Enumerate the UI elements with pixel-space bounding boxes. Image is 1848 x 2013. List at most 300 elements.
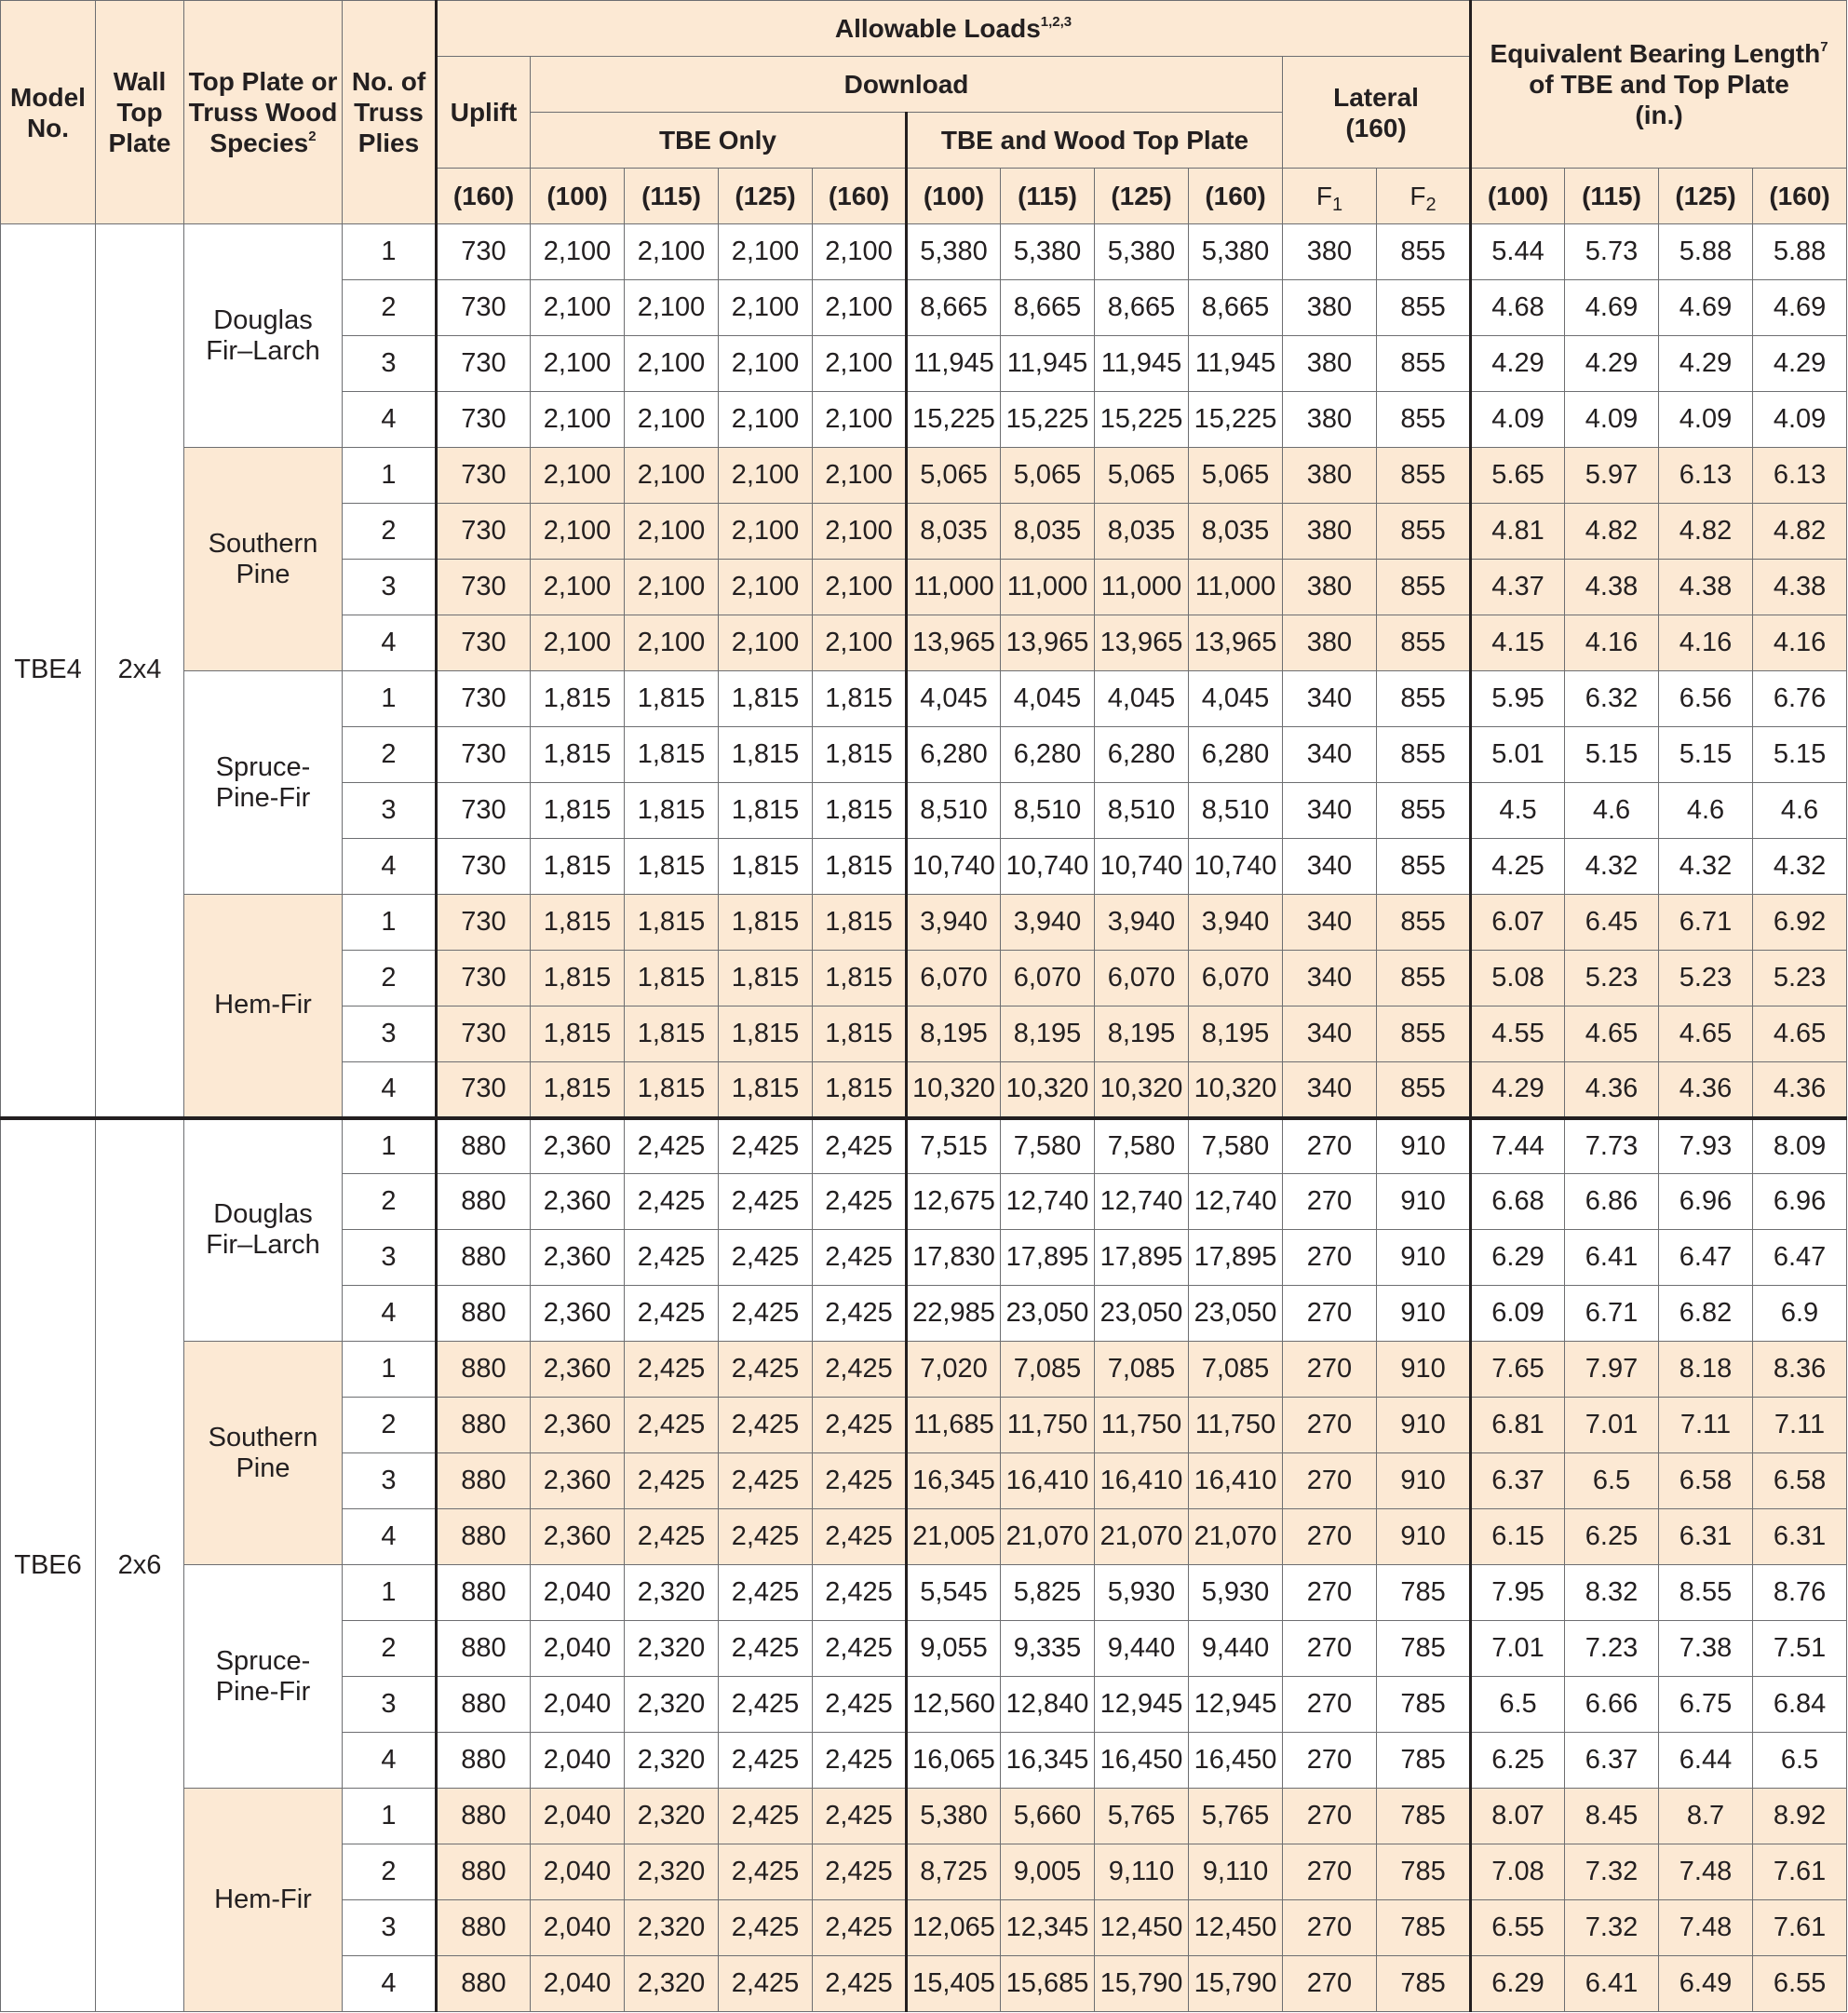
- uplift-cell: 880: [437, 1565, 531, 1621]
- bearing-160-cell: 6.92: [1753, 895, 1847, 951]
- bearing-125-cell: 6.96: [1659, 1174, 1753, 1230]
- tbe-only-115-cell: 2,425: [625, 1398, 719, 1453]
- bearing-100-cell: 7.65: [1471, 1342, 1565, 1398]
- bearing-100-cell: 6.37: [1471, 1453, 1565, 1509]
- lateral-f1-cell: 380: [1283, 392, 1377, 448]
- bearing-160-cell: 5.88: [1753, 224, 1847, 280]
- bearing-115-cell: 7.32: [1565, 1900, 1659, 1956]
- lateral-f1-cell: 340: [1283, 1006, 1377, 1062]
- header-tbe-wood-top-plate: [907, 113, 1283, 169]
- tbe-wood-125-cell: 7,580: [1095, 1118, 1189, 1174]
- lateral-f1-cell: 270: [1283, 1342, 1377, 1398]
- tbe-only-160-cell: 2,425: [813, 1733, 907, 1789]
- tbe-only-100-cell: 2,100: [531, 224, 625, 280]
- tbe-wood-115-cell: 17,895: [1001, 1230, 1095, 1286]
- f2-subscript: 2: [1425, 195, 1437, 215]
- uplift-cell: 880: [437, 1453, 531, 1509]
- tbe-only-160-cell: 2,100: [813, 448, 907, 504]
- tbe-wood-115-cell: 10,320: [1001, 1062, 1095, 1118]
- lateral-f1-cell: 270: [1283, 1789, 1377, 1844]
- plies-cell: 4: [343, 392, 437, 448]
- duration-label: (160): [828, 182, 890, 210]
- tbe-only-160-cell: 1,815: [813, 727, 907, 783]
- tbe-only-160-cell: 2,425: [813, 1621, 907, 1677]
- tbe-wood-160-cell: 15,225: [1189, 392, 1283, 448]
- lateral-f1-cell: 340: [1283, 671, 1377, 727]
- bearing-115-cell: 8.32: [1565, 1565, 1659, 1621]
- tbe-only-160-cell: 1,815: [813, 895, 907, 951]
- plies-cell: 2: [343, 1621, 437, 1677]
- table-body: [1, 224, 1847, 2012]
- lateral-f1-cell: 380: [1283, 448, 1377, 504]
- tbe-only-100-cell: 2,360: [531, 1509, 625, 1565]
- tbe-wood-125-cell: 11,945: [1095, 336, 1189, 392]
- bearing-100-cell: 5.95: [1471, 671, 1565, 727]
- bearing-115-cell: 7.32: [1565, 1844, 1659, 1900]
- tbe-only-160-cell: 2,425: [813, 1789, 907, 1844]
- bearing-115-cell: 7.01: [1565, 1398, 1659, 1453]
- tbe-only-115-cell: 2,100: [625, 448, 719, 504]
- tbe-wood-125-cell: 12,945: [1095, 1677, 1189, 1733]
- table-row: [1, 671, 1847, 727]
- tbe-wood-115-cell: 15,225: [1001, 392, 1095, 448]
- header-uplift-label: Uplift: [450, 98, 518, 127]
- uplift-cell: 730: [437, 1062, 531, 1118]
- tbe-only-125-cell: 2,100: [719, 448, 813, 504]
- tbe-only-115-cell: 1,815: [625, 671, 719, 727]
- bearing-125-cell: 4.29: [1659, 336, 1753, 392]
- tbe-wood-115-cell: 9,335: [1001, 1621, 1095, 1677]
- bearing-125-cell: 5.15: [1659, 727, 1753, 783]
- footnote-ref: 2: [308, 128, 317, 144]
- plies-cell: 1: [343, 448, 437, 504]
- tbe-wood-100-cell: 16,065: [907, 1733, 1001, 1789]
- tbe-wood-125-cell: 7,085: [1095, 1342, 1189, 1398]
- plies-cell: 1: [343, 224, 437, 280]
- bearing-125-cell: 6.13: [1659, 448, 1753, 504]
- header-lateral: [1283, 57, 1471, 169]
- tbe-wood-115-cell: 7,085: [1001, 1342, 1095, 1398]
- tbe-only-125-cell: 2,100: [719, 224, 813, 280]
- tbe-wood-115-cell: 6,070: [1001, 951, 1095, 1006]
- plies-cell: 1: [343, 895, 437, 951]
- tbe-only-100-cell: 2,360: [531, 1174, 625, 1230]
- header-lateral-duration: (160): [1345, 113, 1407, 142]
- duration-label: (160): [452, 182, 515, 210]
- tbe-wood-115-cell: 5,660: [1001, 1789, 1095, 1844]
- bearing-115-cell: 4.82: [1565, 504, 1659, 560]
- species-cell: [184, 895, 343, 1118]
- bearing-100-cell: 4.55: [1471, 1006, 1565, 1062]
- tbe-wood-125-cell: 9,440: [1095, 1621, 1189, 1677]
- uplift-cell: 880: [437, 1118, 531, 1174]
- species-name-line: Spruce-: [215, 751, 311, 782]
- table-row: [1, 1789, 1847, 1844]
- bearing-160-cell: 6.13: [1753, 448, 1847, 504]
- tbe-wood-125-cell: 6,070: [1095, 951, 1189, 1006]
- uplift-cell: 730: [437, 1006, 531, 1062]
- tbe-only-115-cell: 1,815: [625, 1062, 719, 1118]
- bearing-115-cell: 6.71: [1565, 1286, 1659, 1342]
- plies-cell: 2: [343, 504, 437, 560]
- tbe-only-160-cell: 2,100: [813, 224, 907, 280]
- tbe-wood-160-cell: 5,380: [1189, 224, 1283, 280]
- bearing-115-cell: 7.73: [1565, 1118, 1659, 1174]
- duration-label: (100): [1487, 182, 1549, 210]
- bearing-100-cell: 6.29: [1471, 1956, 1565, 2012]
- species-name-line: Douglas: [213, 304, 313, 335]
- tbe-only-125-cell: 1,815: [719, 839, 813, 895]
- bearing-100-cell: 6.25: [1471, 1733, 1565, 1789]
- bearing-160-cell: 4.65: [1753, 1006, 1847, 1062]
- header-model-label: Model No.: [10, 82, 86, 142]
- bearing-125-cell: 7.38: [1659, 1621, 1753, 1677]
- bearing-125-cell: 4.69: [1659, 280, 1753, 336]
- tbe-wood-125-cell: 11,750: [1095, 1398, 1189, 1453]
- tbe-only-160-cell: 2,100: [813, 280, 907, 336]
- uplift-cell: 730: [437, 392, 531, 448]
- species-name-line: Southern: [208, 1422, 318, 1452]
- bearing-100-cell: 7.44: [1471, 1118, 1565, 1174]
- tbe-only-100-cell: 1,815: [531, 839, 625, 895]
- uplift-cell: 880: [437, 1677, 531, 1733]
- tbe-only-115-cell: 2,320: [625, 1900, 719, 1956]
- tbe-only-160-cell: 1,815: [813, 783, 907, 839]
- tbe-wood-160-cell: 8,195: [1189, 1006, 1283, 1062]
- tbe-only-125-cell: 2,425: [719, 1174, 813, 1230]
- duration-label: (160): [1205, 182, 1266, 210]
- bearing-115-cell: 4.32: [1565, 839, 1659, 895]
- tbe-wood-115-cell: 6,280: [1001, 727, 1095, 783]
- lateral-f1-cell: 340: [1283, 727, 1377, 783]
- species-cell: [184, 224, 343, 448]
- bearing-160-cell: 5.23: [1753, 951, 1847, 1006]
- tbe-wood-100-cell: 8,665: [907, 280, 1001, 336]
- header-uplift: [437, 57, 531, 169]
- tbe-wood-125-cell: 5,065: [1095, 448, 1189, 504]
- bearing-160-cell: 4.36: [1753, 1062, 1847, 1118]
- uplift-cell: 880: [437, 1230, 531, 1286]
- bearing-160-cell: 6.55: [1753, 1956, 1847, 2012]
- tbe-only-125-cell: 1,815: [719, 671, 813, 727]
- lateral-f2-cell: 910: [1377, 1118, 1471, 1174]
- tbe-only-100-cell: 2,040: [531, 1621, 625, 1677]
- lateral-f1-cell: 270: [1283, 1677, 1377, 1733]
- tbe-only-115-cell: 2,100: [625, 560, 719, 615]
- tbe-only-125-cell: 2,425: [719, 1900, 813, 1956]
- tbe-wood-125-cell: 5,765: [1095, 1789, 1189, 1844]
- tbe-wood-115-cell: 15,685: [1001, 1956, 1095, 2012]
- lateral-f2-cell: 855: [1377, 1006, 1471, 1062]
- lateral-f1-cell: 270: [1283, 1230, 1377, 1286]
- tbe-only-125-cell: 2,425: [719, 1509, 813, 1565]
- bearing-125-cell: 5.23: [1659, 951, 1753, 1006]
- tbe-only-125-cell: 2,100: [719, 280, 813, 336]
- tbe-wood-100-cell: 13,965: [907, 615, 1001, 671]
- tbe-only-160-cell: 2,425: [813, 1565, 907, 1621]
- bearing-125-cell: 7.48: [1659, 1900, 1753, 1956]
- tbe-only-125-cell: 1,815: [719, 951, 813, 1006]
- tbe-only-115-cell: 2,100: [625, 615, 719, 671]
- header-tbe-only-160: [813, 169, 907, 224]
- header-bearing-125: [1659, 169, 1753, 224]
- uplift-cell: 880: [437, 1342, 531, 1398]
- plies-cell: 3: [343, 1453, 437, 1509]
- bearing-160-cell: 4.09: [1753, 392, 1847, 448]
- lateral-f2-cell: 785: [1377, 1621, 1471, 1677]
- plies-cell: 1: [343, 1789, 437, 1844]
- uplift-cell: 730: [437, 839, 531, 895]
- bearing-160-cell: 7.11: [1753, 1398, 1847, 1453]
- tbe-wood-125-cell: 11,000: [1095, 560, 1189, 615]
- tbe-wood-100-cell: 10,320: [907, 1062, 1001, 1118]
- bearing-160-cell: 7.51: [1753, 1621, 1847, 1677]
- species-name-line: Pine: [236, 1452, 290, 1483]
- bearing-100-cell: 6.09: [1471, 1286, 1565, 1342]
- tbe-wood-100-cell: 12,675: [907, 1174, 1001, 1230]
- tbe-only-125-cell: 1,815: [719, 727, 813, 783]
- tbe-only-160-cell: 1,815: [813, 1062, 907, 1118]
- plies-cell: 3: [343, 1900, 437, 1956]
- tbe-only-100-cell: 2,040: [531, 1789, 625, 1844]
- bearing-160-cell: 4.69: [1753, 280, 1847, 336]
- table-row: [1, 224, 1847, 280]
- lateral-f2-cell: 855: [1377, 280, 1471, 336]
- model-no-cell: TBE4: [1, 224, 96, 1118]
- tbe-wood-100-cell: 11,685: [907, 1398, 1001, 1453]
- bearing-100-cell: 5.65: [1471, 448, 1565, 504]
- header-bearing-label: Equivalent Bearing Length: [1490, 39, 1821, 68]
- tbe-only-115-cell: 1,815: [625, 783, 719, 839]
- tbe-wood-100-cell: 8,510: [907, 783, 1001, 839]
- tbe-wood-115-cell: 4,045: [1001, 671, 1095, 727]
- bearing-125-cell: 6.31: [1659, 1509, 1753, 1565]
- tbe-wood-125-cell: 13,965: [1095, 615, 1189, 671]
- footnote-ref: 7: [1820, 39, 1828, 55]
- tbe-wood-115-cell: 10,740: [1001, 839, 1095, 895]
- lateral-f2-cell: 855: [1377, 951, 1471, 1006]
- tbe-only-125-cell: 1,815: [719, 783, 813, 839]
- tbe-wood-115-cell: 5,065: [1001, 448, 1095, 504]
- plies-cell: 1: [343, 1565, 437, 1621]
- tbe-only-160-cell: 2,425: [813, 1956, 907, 2012]
- tbe-only-125-cell: 2,100: [719, 392, 813, 448]
- bearing-100-cell: 8.07: [1471, 1789, 1565, 1844]
- tbe-wood-100-cell: 11,000: [907, 560, 1001, 615]
- uplift-cell: 730: [437, 336, 531, 392]
- uplift-cell: 730: [437, 504, 531, 560]
- lateral-f2-cell: 855: [1377, 839, 1471, 895]
- header-species-label: Top Plate or Truss Wood Species: [188, 67, 338, 157]
- bearing-160-cell: 8.92: [1753, 1789, 1847, 1844]
- bearing-160-cell: 4.32: [1753, 839, 1847, 895]
- tbe-wood-100-cell: 3,940: [907, 895, 1001, 951]
- table-row: [1, 448, 1847, 504]
- bearing-100-cell: 4.25: [1471, 839, 1565, 895]
- bearing-160-cell: 6.58: [1753, 1453, 1847, 1509]
- tbe-only-125-cell: 2,425: [719, 1677, 813, 1733]
- uplift-cell: 880: [437, 1844, 531, 1900]
- tbe-wood-100-cell: 11,945: [907, 336, 1001, 392]
- tbe-wood-100-cell: 4,045: [907, 671, 1001, 727]
- bearing-160-cell: 6.96: [1753, 1174, 1847, 1230]
- tbe-only-115-cell: 1,815: [625, 951, 719, 1006]
- bearing-160-cell: 6.47: [1753, 1230, 1847, 1286]
- tbe-wood-115-cell: 12,740: [1001, 1174, 1095, 1230]
- tbe-only-115-cell: 2,320: [625, 1956, 719, 2012]
- tbe-wood-160-cell: 17,895: [1189, 1230, 1283, 1286]
- tbe-only-115-cell: 1,815: [625, 839, 719, 895]
- plies-cell: 2: [343, 1174, 437, 1230]
- tbe-wood-160-cell: 10,740: [1189, 839, 1283, 895]
- lateral-f1-cell: 270: [1283, 1398, 1377, 1453]
- tbe-wood-160-cell: 16,410: [1189, 1453, 1283, 1509]
- bearing-115-cell: 6.37: [1565, 1733, 1659, 1789]
- tbe-wood-160-cell: 11,945: [1189, 336, 1283, 392]
- lateral-f1-cell: 380: [1283, 504, 1377, 560]
- tbe-wood-125-cell: 8,665: [1095, 280, 1189, 336]
- plies-cell: 1: [343, 1118, 437, 1174]
- bearing-160-cell: 8.09: [1753, 1118, 1847, 1174]
- tbe-only-125-cell: 2,425: [719, 1621, 813, 1677]
- bearing-160-cell: 4.82: [1753, 504, 1847, 560]
- bearing-115-cell: 6.41: [1565, 1956, 1659, 2012]
- tbe-wood-160-cell: 3,940: [1189, 895, 1283, 951]
- lateral-f2-cell: 785: [1377, 1900, 1471, 1956]
- tbe-wood-160-cell: 4,045: [1189, 671, 1283, 727]
- f1-letter: F: [1315, 182, 1332, 210]
- bearing-115-cell: 4.6: [1565, 783, 1659, 839]
- tbe-only-100-cell: 2,040: [531, 1677, 625, 1733]
- plies-cell: 2: [343, 1398, 437, 1453]
- tbe-only-100-cell: 2,360: [531, 1230, 625, 1286]
- bearing-100-cell: 7.95: [1471, 1565, 1565, 1621]
- bearing-125-cell: 6.58: [1659, 1453, 1753, 1509]
- header-species: [184, 1, 343, 224]
- plies-cell: 4: [343, 1733, 437, 1789]
- tbe-wood-160-cell: 11,750: [1189, 1398, 1283, 1453]
- species-name-line: Hem-Fir: [214, 1885, 312, 1914]
- tbe-wood-125-cell: 4,045: [1095, 671, 1189, 727]
- bearing-100-cell: 4.29: [1471, 1062, 1565, 1118]
- lateral-f1-cell: 270: [1283, 1900, 1377, 1956]
- plies-cell: 3: [343, 1677, 437, 1733]
- tbe-only-160-cell: 2,100: [813, 336, 907, 392]
- tbe-wood-115-cell: 8,035: [1001, 504, 1095, 560]
- tbe-wood-115-cell: 16,410: [1001, 1453, 1095, 1509]
- tbe-only-100-cell: 2,040: [531, 1733, 625, 1789]
- tbe-only-160-cell: 1,815: [813, 671, 907, 727]
- species-name-line: Spruce-: [215, 1645, 311, 1676]
- bearing-125-cell: 8.18: [1659, 1342, 1753, 1398]
- uplift-cell: 730: [437, 895, 531, 951]
- duration-label: (115): [1582, 182, 1641, 210]
- tbe-only-125-cell: 2,425: [719, 1733, 813, 1789]
- header-lateral-label: Lateral: [1333, 82, 1419, 112]
- bearing-100-cell: 6.55: [1471, 1900, 1565, 1956]
- lateral-f2-cell: 785: [1377, 1789, 1471, 1844]
- tbe-wood-160-cell: 7,085: [1189, 1342, 1283, 1398]
- bearing-160-cell: 6.5: [1753, 1733, 1847, 1789]
- species-name-line: Pine: [236, 559, 290, 589]
- tbe-wood-160-cell: 10,320: [1189, 1062, 1283, 1118]
- tbe-only-115-cell: 2,100: [625, 392, 719, 448]
- bearing-115-cell: 5.73: [1565, 224, 1659, 280]
- bearing-115-cell: 6.45: [1565, 895, 1659, 951]
- tbe-wood-125-cell: 10,320: [1095, 1062, 1189, 1118]
- lateral-f1-cell: 270: [1283, 1453, 1377, 1509]
- lateral-f1-cell: 380: [1283, 560, 1377, 615]
- plies-cell: 4: [343, 1956, 437, 2012]
- bearing-100-cell: 4.15: [1471, 615, 1565, 671]
- tbe-only-115-cell: 2,100: [625, 336, 719, 392]
- lateral-f1-cell: 340: [1283, 1062, 1377, 1118]
- uplift-cell: 880: [437, 1174, 531, 1230]
- duration-label: (115): [641, 182, 701, 210]
- tbe-only-160-cell: 2,425: [813, 1844, 907, 1900]
- lateral-f2-cell: 855: [1377, 448, 1471, 504]
- tbe-wood-125-cell: 9,110: [1095, 1844, 1189, 1900]
- species-cell: [184, 1789, 343, 2012]
- tbe-only-115-cell: 1,815: [625, 895, 719, 951]
- header-allowable-label: Allowable Loads: [834, 14, 1041, 43]
- header-wall-label: Wall Top Plate: [108, 67, 171, 157]
- header-bearing-line2: of TBE and Top Plate: [1529, 70, 1789, 99]
- uplift-cell: 730: [437, 951, 531, 1006]
- bearing-115-cell: 4.09: [1565, 392, 1659, 448]
- uplift-cell: 730: [437, 560, 531, 615]
- bearing-115-cell: 5.97: [1565, 448, 1659, 504]
- tbe-only-160-cell: 2,425: [813, 1398, 907, 1453]
- tbe-wood-125-cell: 15,225: [1095, 392, 1189, 448]
- species-name-line: Fir–Larch: [206, 335, 320, 366]
- bearing-125-cell: 6.82: [1659, 1286, 1753, 1342]
- tbe-only-100-cell: 1,815: [531, 783, 625, 839]
- bearing-100-cell: 6.81: [1471, 1398, 1565, 1453]
- tbe-only-115-cell: 2,100: [625, 280, 719, 336]
- species-name-line: Pine-Fir: [215, 782, 311, 813]
- uplift-cell: 730: [437, 224, 531, 280]
- header-lateral-f2: [1377, 169, 1471, 224]
- header-download-label: Download: [843, 70, 969, 99]
- plies-cell: 2: [343, 280, 437, 336]
- tbe-wood-160-cell: 7,580: [1189, 1118, 1283, 1174]
- lateral-f2-cell: 855: [1377, 504, 1471, 560]
- tbe-wood-125-cell: 3,940: [1095, 895, 1189, 951]
- tbe-wood-115-cell: 11,945: [1001, 336, 1095, 392]
- bearing-125-cell: 6.44: [1659, 1733, 1753, 1789]
- uplift-cell: 880: [437, 1900, 531, 1956]
- tbe-wood-115-cell: 11,750: [1001, 1398, 1095, 1453]
- lateral-f1-cell: 380: [1283, 224, 1377, 280]
- tbe-wood-100-cell: 6,070: [907, 951, 1001, 1006]
- tbe-wood-160-cell: 15,790: [1189, 1956, 1283, 2012]
- tbe-only-125-cell: 2,100: [719, 336, 813, 392]
- lateral-f2-cell: 855: [1377, 560, 1471, 615]
- bearing-115-cell: 6.41: [1565, 1230, 1659, 1286]
- bearing-160-cell: 6.31: [1753, 1509, 1847, 1565]
- tbe-wood-125-cell: 5,930: [1095, 1565, 1189, 1621]
- uplift-cell: 730: [437, 615, 531, 671]
- duration-label: (115): [1018, 182, 1077, 210]
- tbe-wood-125-cell: 12,450: [1095, 1900, 1189, 1956]
- bearing-125-cell: 6.49: [1659, 1956, 1753, 2012]
- tbe-wood-115-cell: 8,665: [1001, 280, 1095, 336]
- plies-cell: 4: [343, 839, 437, 895]
- tbe-only-100-cell: 2,100: [531, 560, 625, 615]
- tbe-only-160-cell: 2,425: [813, 1286, 907, 1342]
- header-truss-plies: [343, 1, 437, 224]
